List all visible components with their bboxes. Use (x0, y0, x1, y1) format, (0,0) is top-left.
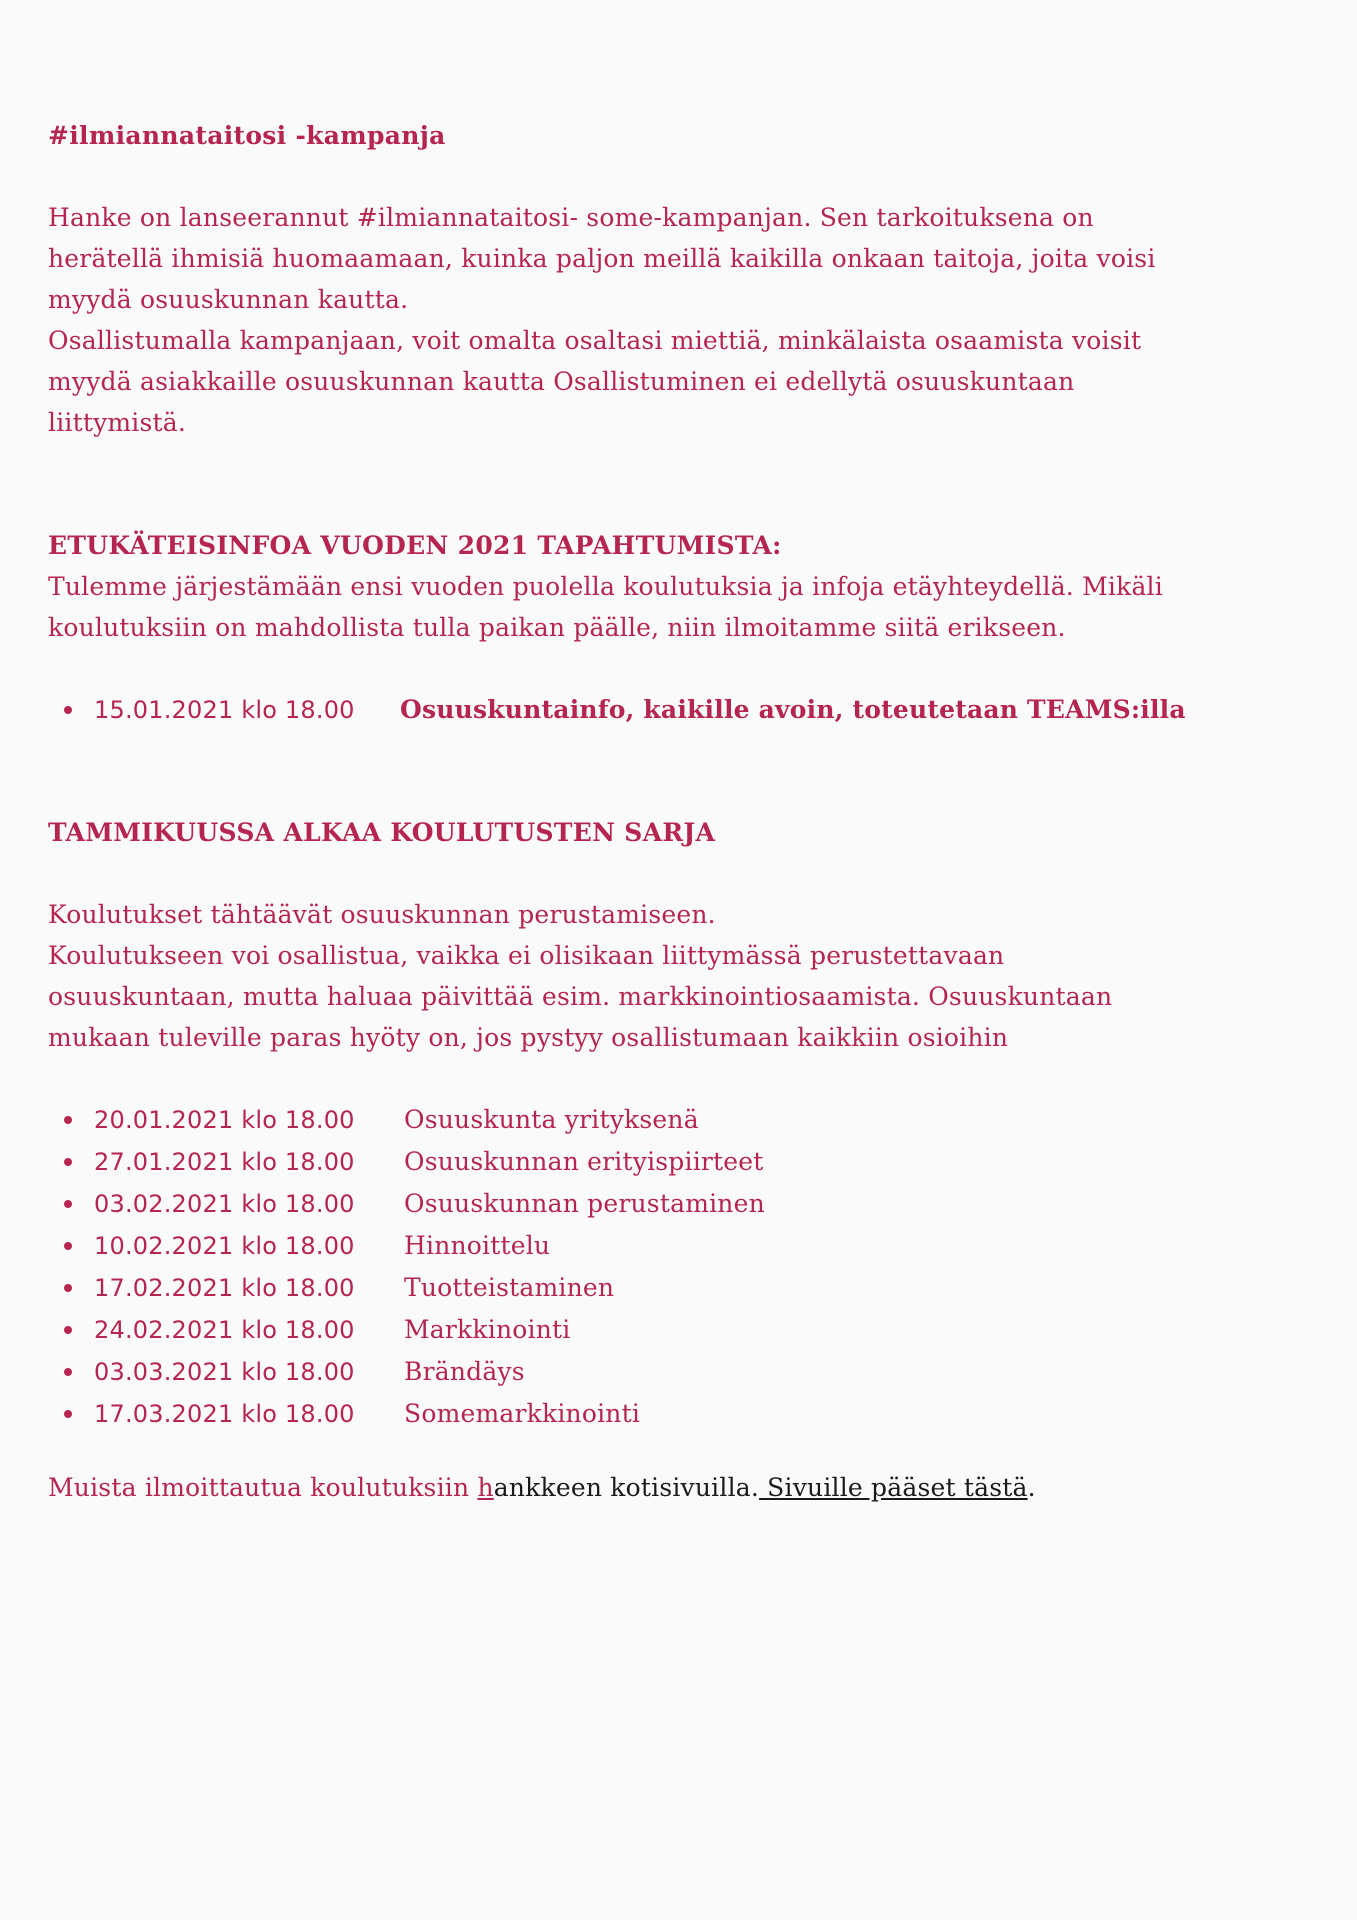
event-date: 27.01.2021 klo 18.00 (94, 1148, 355, 1176)
bullet-icon (64, 1116, 72, 1124)
event-date: 03.03.2021 klo 18.00 (94, 1358, 355, 1386)
list-item (48, 1141, 765, 1183)
event-title: Hinnoittelu (404, 1231, 551, 1260)
series-line: Koulutukset tähtäävät osuuskunnan perustamiseen. (48, 900, 716, 929)
event-date: 20.01.2021 klo 18.00 (94, 1106, 355, 1134)
event-title: Somemarkkinointi (404, 1399, 641, 1428)
campaign-line: myydä asiakkaille osuuskunnan kautta Osallistuminen ei edellytä osuuskuntaan (48, 367, 1075, 396)
advance-info-line: Tulemme järjestämään ensi vuoden puolella koulutuksia ja infoja etäyhteydellä. Mikäli (48, 572, 1163, 601)
event-title: Markkinointi (404, 1315, 571, 1344)
campaign-line: Hanke on lanseerannut #ilmiannataitosi- some-kampanjan. Sen tarkoituksena on (48, 203, 1094, 232)
bullet-icon (64, 1242, 72, 1250)
series-body (48, 894, 1112, 1058)
event-date: 15.01.2021 klo 18.00 (94, 696, 355, 724)
campaign-line: herätellä ihmisiä huomaamaan, kuinka paljon meillä kaikilla onkaan taitoja, joita voisi (48, 244, 1156, 273)
bullet-icon (64, 1158, 72, 1166)
campaign-line: myydä osuuskunnan kautta. (48, 285, 409, 314)
list-item (48, 1351, 765, 1393)
series-line: Koulutukseen voi osallistua, vaikka ei olisikaan liittymässä perustettavaan (48, 941, 1005, 970)
list-item (48, 1099, 765, 1141)
advance-info-title: ETUKÄTEISINFOA VUODEN 2021 TAPAHTUMISTA: (48, 531, 782, 560)
advance-event-list (48, 689, 1186, 731)
list-item (48, 1183, 765, 1225)
series-section (48, 812, 715, 853)
list-item (48, 1393, 765, 1435)
series-line: osuuskuntaan, mutta haluaa päivittää esim. markkinointiosaamista. Osuuskuntaan (48, 982, 1113, 1011)
bullet-icon (64, 1368, 72, 1376)
advance-info-body (48, 566, 1163, 648)
bullet-icon (64, 1410, 72, 1418)
event-title: Brändäys (404, 1357, 525, 1386)
series-line: mukaan tuleville paras hyöty on, jos pystyy osallistumaan kaikkiin osioihin (48, 1023, 1009, 1052)
list-item (48, 689, 1186, 731)
list-item (48, 1309, 765, 1351)
event-title: Osuuskunnan erityispiirteet (404, 1147, 764, 1176)
advance-info-line: koulutuksiin on mahdollista tulla paikan päälle, niin ilmoitamme siitä erikseen. (48, 613, 1066, 642)
series-events (48, 1099, 765, 1435)
footer-section (48, 1467, 1036, 1508)
event-title: Osuuskunta yrityksenä (404, 1105, 699, 1134)
event-date: 10.02.2021 klo 18.00 (94, 1232, 355, 1260)
list-item (48, 1267, 765, 1309)
event-title: Tuotteistaminen (404, 1273, 615, 1302)
event-title: Osuuskunnan perustaminen (404, 1189, 765, 1218)
event-date: 24.02.2021 klo 18.00 (94, 1316, 355, 1344)
advance-events (48, 689, 1186, 731)
footer-period: . (1027, 1473, 1036, 1502)
bullet-icon (64, 1326, 72, 1334)
event-date: 17.02.2021 klo 18.00 (94, 1274, 355, 1302)
series-event-list (48, 1099, 765, 1435)
event-title: Osuuskuntainfo, kaikille avoin, toteutetaan TEAMS:illa (400, 695, 1186, 724)
footer-line (48, 1467, 1036, 1508)
advance-info-section (48, 525, 782, 566)
homepage-link[interactable]: Sivuille pääset tästä (759, 1473, 1028, 1502)
campaign-body (48, 197, 1156, 443)
footer-text-dark: ankkeen kotisivuilla. (493, 1473, 760, 1502)
campaign-title: #ilmiannataitosi -kampanja (48, 121, 446, 150)
bullet-icon (64, 1200, 72, 1208)
series-title: TAMMIKUUSSA ALKAA KOULUTUSTEN SARJA (48, 818, 716, 847)
list-item (48, 1225, 765, 1267)
campaign-line: liittymistä. (48, 408, 187, 437)
campaign-section (48, 115, 446, 156)
bullet-icon (64, 1284, 72, 1292)
event-date: 17.03.2021 klo 18.00 (94, 1400, 355, 1428)
bullet-icon (64, 706, 72, 714)
campaign-line: Osallistumalla kampanjaan, voit omalta osaltasi miettiä, minkälaista osaamista voisit (48, 326, 1142, 355)
footer-text: Muista ilmoittautua koulutuksiin (48, 1473, 478, 1502)
homepage-link-letter[interactable]: h (477, 1473, 494, 1502)
event-date: 03.02.2021 klo 18.00 (94, 1190, 355, 1218)
